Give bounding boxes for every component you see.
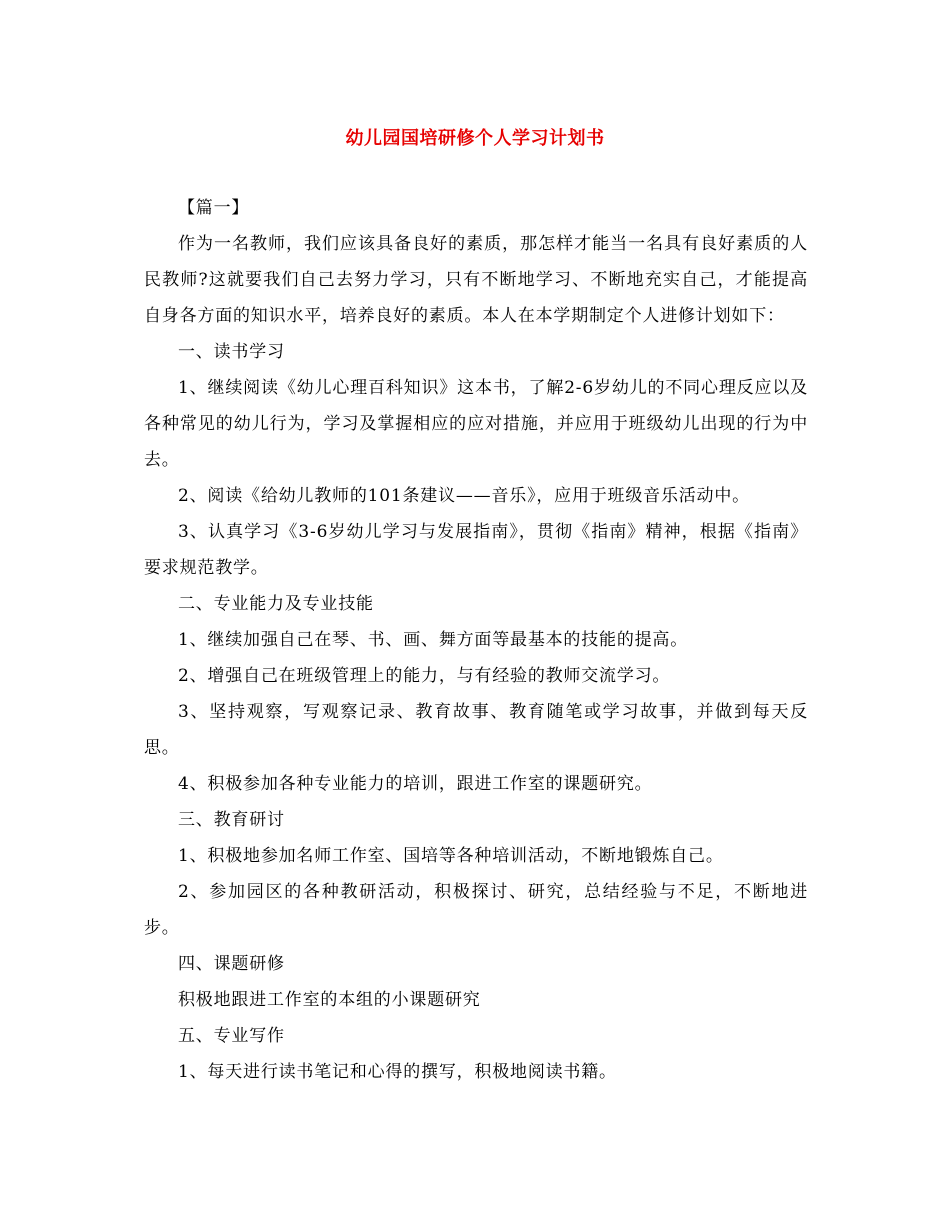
project-item: 积极地跟进工作室的本组的小课题研究	[178, 990, 481, 1010]
document-body	[144, 190, 808, 1090]
section-heading-research: 三、教育研讨	[178, 810, 285, 830]
skills-item-3: 3、坚持观察，写观察记录、教育故事、教育随笔或学习故事，并做到每天反思。	[144, 702, 808, 758]
document-title: 幼儿园国培研修个人学习计划书	[345, 128, 605, 149]
skills-item-2: 2、增强自己在班级管理上的能力，与有经验的教师交流学习。	[178, 666, 671, 686]
section-heading-skills: 二、专业能力及专业技能	[178, 594, 374, 614]
writing-item-1: 1、每天进行读书笔记和心得的撰写，积极地阅读书籍。	[178, 1062, 617, 1082]
intro-paragraph: 作为一名教师，我们应该具备良好的素质，那怎样才能当一名具有良好素质的人民教师?这就要我们自己去努力学习，只有不断地学习、不断地充实自己，才能提高自身各方面的知识水平，培养良好的素质。本人在本学期制定个人进修计划如下：	[144, 234, 808, 326]
section-marker: 【篇一】	[178, 198, 250, 218]
section-heading-project: 四、课题研修	[178, 954, 285, 974]
research-item-2: 2、参加园区的各种教研活动，积极探讨、研究，总结经验与不足，不断地进步。	[144, 882, 808, 938]
reading-item-3: 3、认真学习《3-6岁幼儿学习与发展指南》，贯彻《指南》精神，根据《指南》要求规范教学。	[144, 522, 808, 578]
section-heading-reading: 一、读书学习	[178, 342, 285, 362]
reading-item-2: 2、阅读《给幼儿教师的101条建议——音乐》，应用于班级音乐活动中。	[178, 486, 750, 506]
research-item-1: 1、积极地参加名师工作室、国培等各种培训活动，不断地锻炼自己。	[178, 846, 724, 866]
reading-item-1: 1、继续阅读《幼儿心理百科知识》这本书，了解2-6岁幼儿的不同心理反应以及各种常见的幼儿行为，学习及掌握相应的应对措施，并应用于班级幼儿出现的行为中去。	[144, 378, 808, 470]
skills-item-4: 4、积极参加各种专业能力的培训，跟进工作室的课题研究。	[178, 774, 653, 794]
section-heading-writing: 五、专业写作	[178, 1026, 285, 1046]
skills-item-1: 1、继续加强自己在琴、书、画、舞方面等最基本的技能的提高。	[178, 630, 689, 650]
